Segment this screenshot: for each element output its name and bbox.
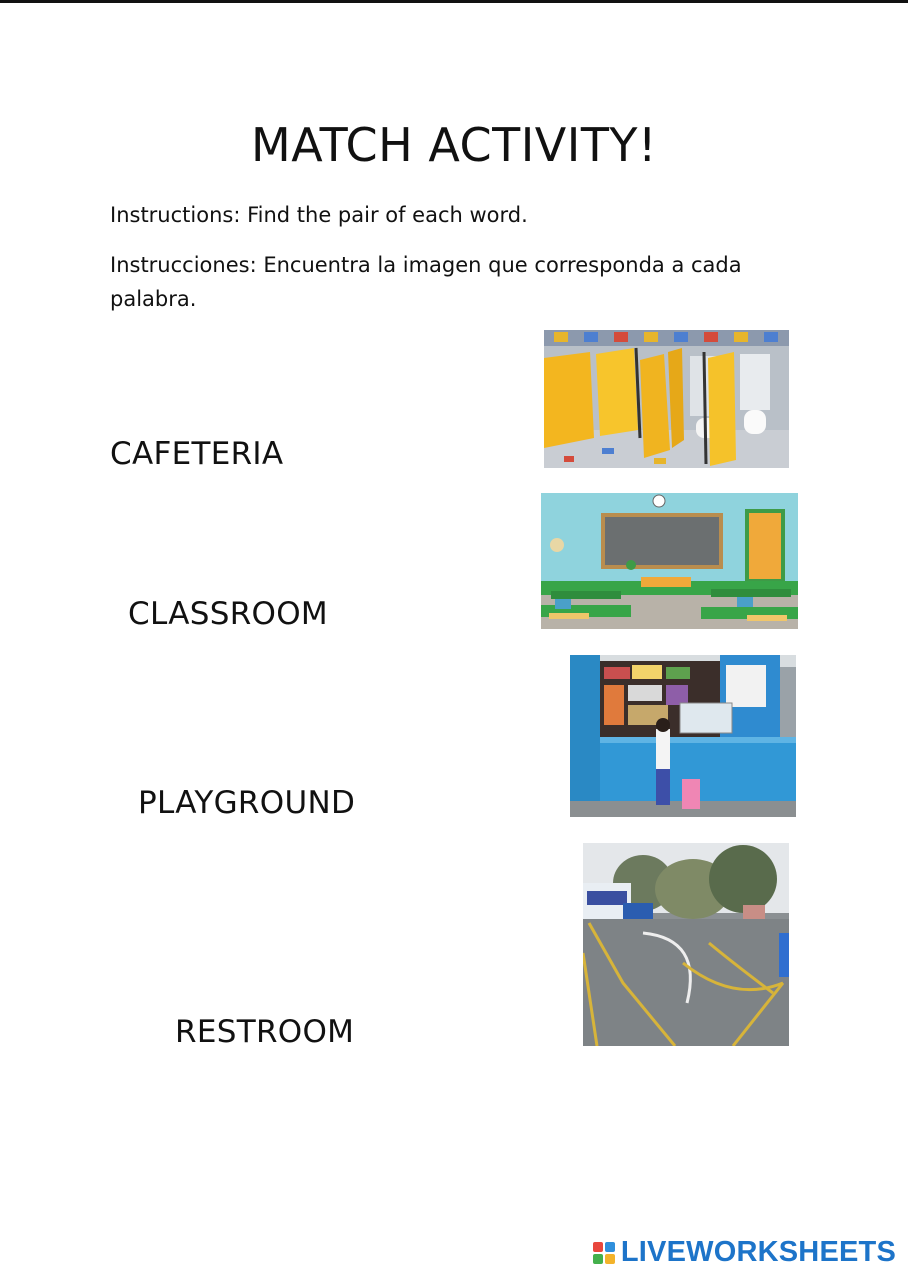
word-restroom[interactable]: RESTROOM [175,1014,355,1050]
liveworksheets-logo-icon [593,1242,615,1264]
page-top-border [0,0,908,3]
word-cafeteria[interactable]: CAFETERIA [110,436,284,472]
word-playground[interactable]: PLAYGROUND [138,785,356,821]
instructions-spanish: Instrucciones: Encuentra la imagen que corresponda a cada palabra. [110,253,742,311]
restroom-stalls-photo[interactable] [544,330,789,468]
liveworksheets-brand [593,1236,896,1269]
school-kiosk-photo[interactable] [570,655,796,817]
page-title: MATCH ACTIVITY! [251,118,657,172]
word-classroom[interactable]: CLASSROOM [128,596,328,632]
classroom-photo[interactable] [541,493,798,629]
instructions-english: Instructions: Find the pair of each word. [110,203,528,227]
playground-court-photo[interactable] [583,843,789,1046]
brand-name: LIVEWORKSHEETS [620,1236,896,1268]
